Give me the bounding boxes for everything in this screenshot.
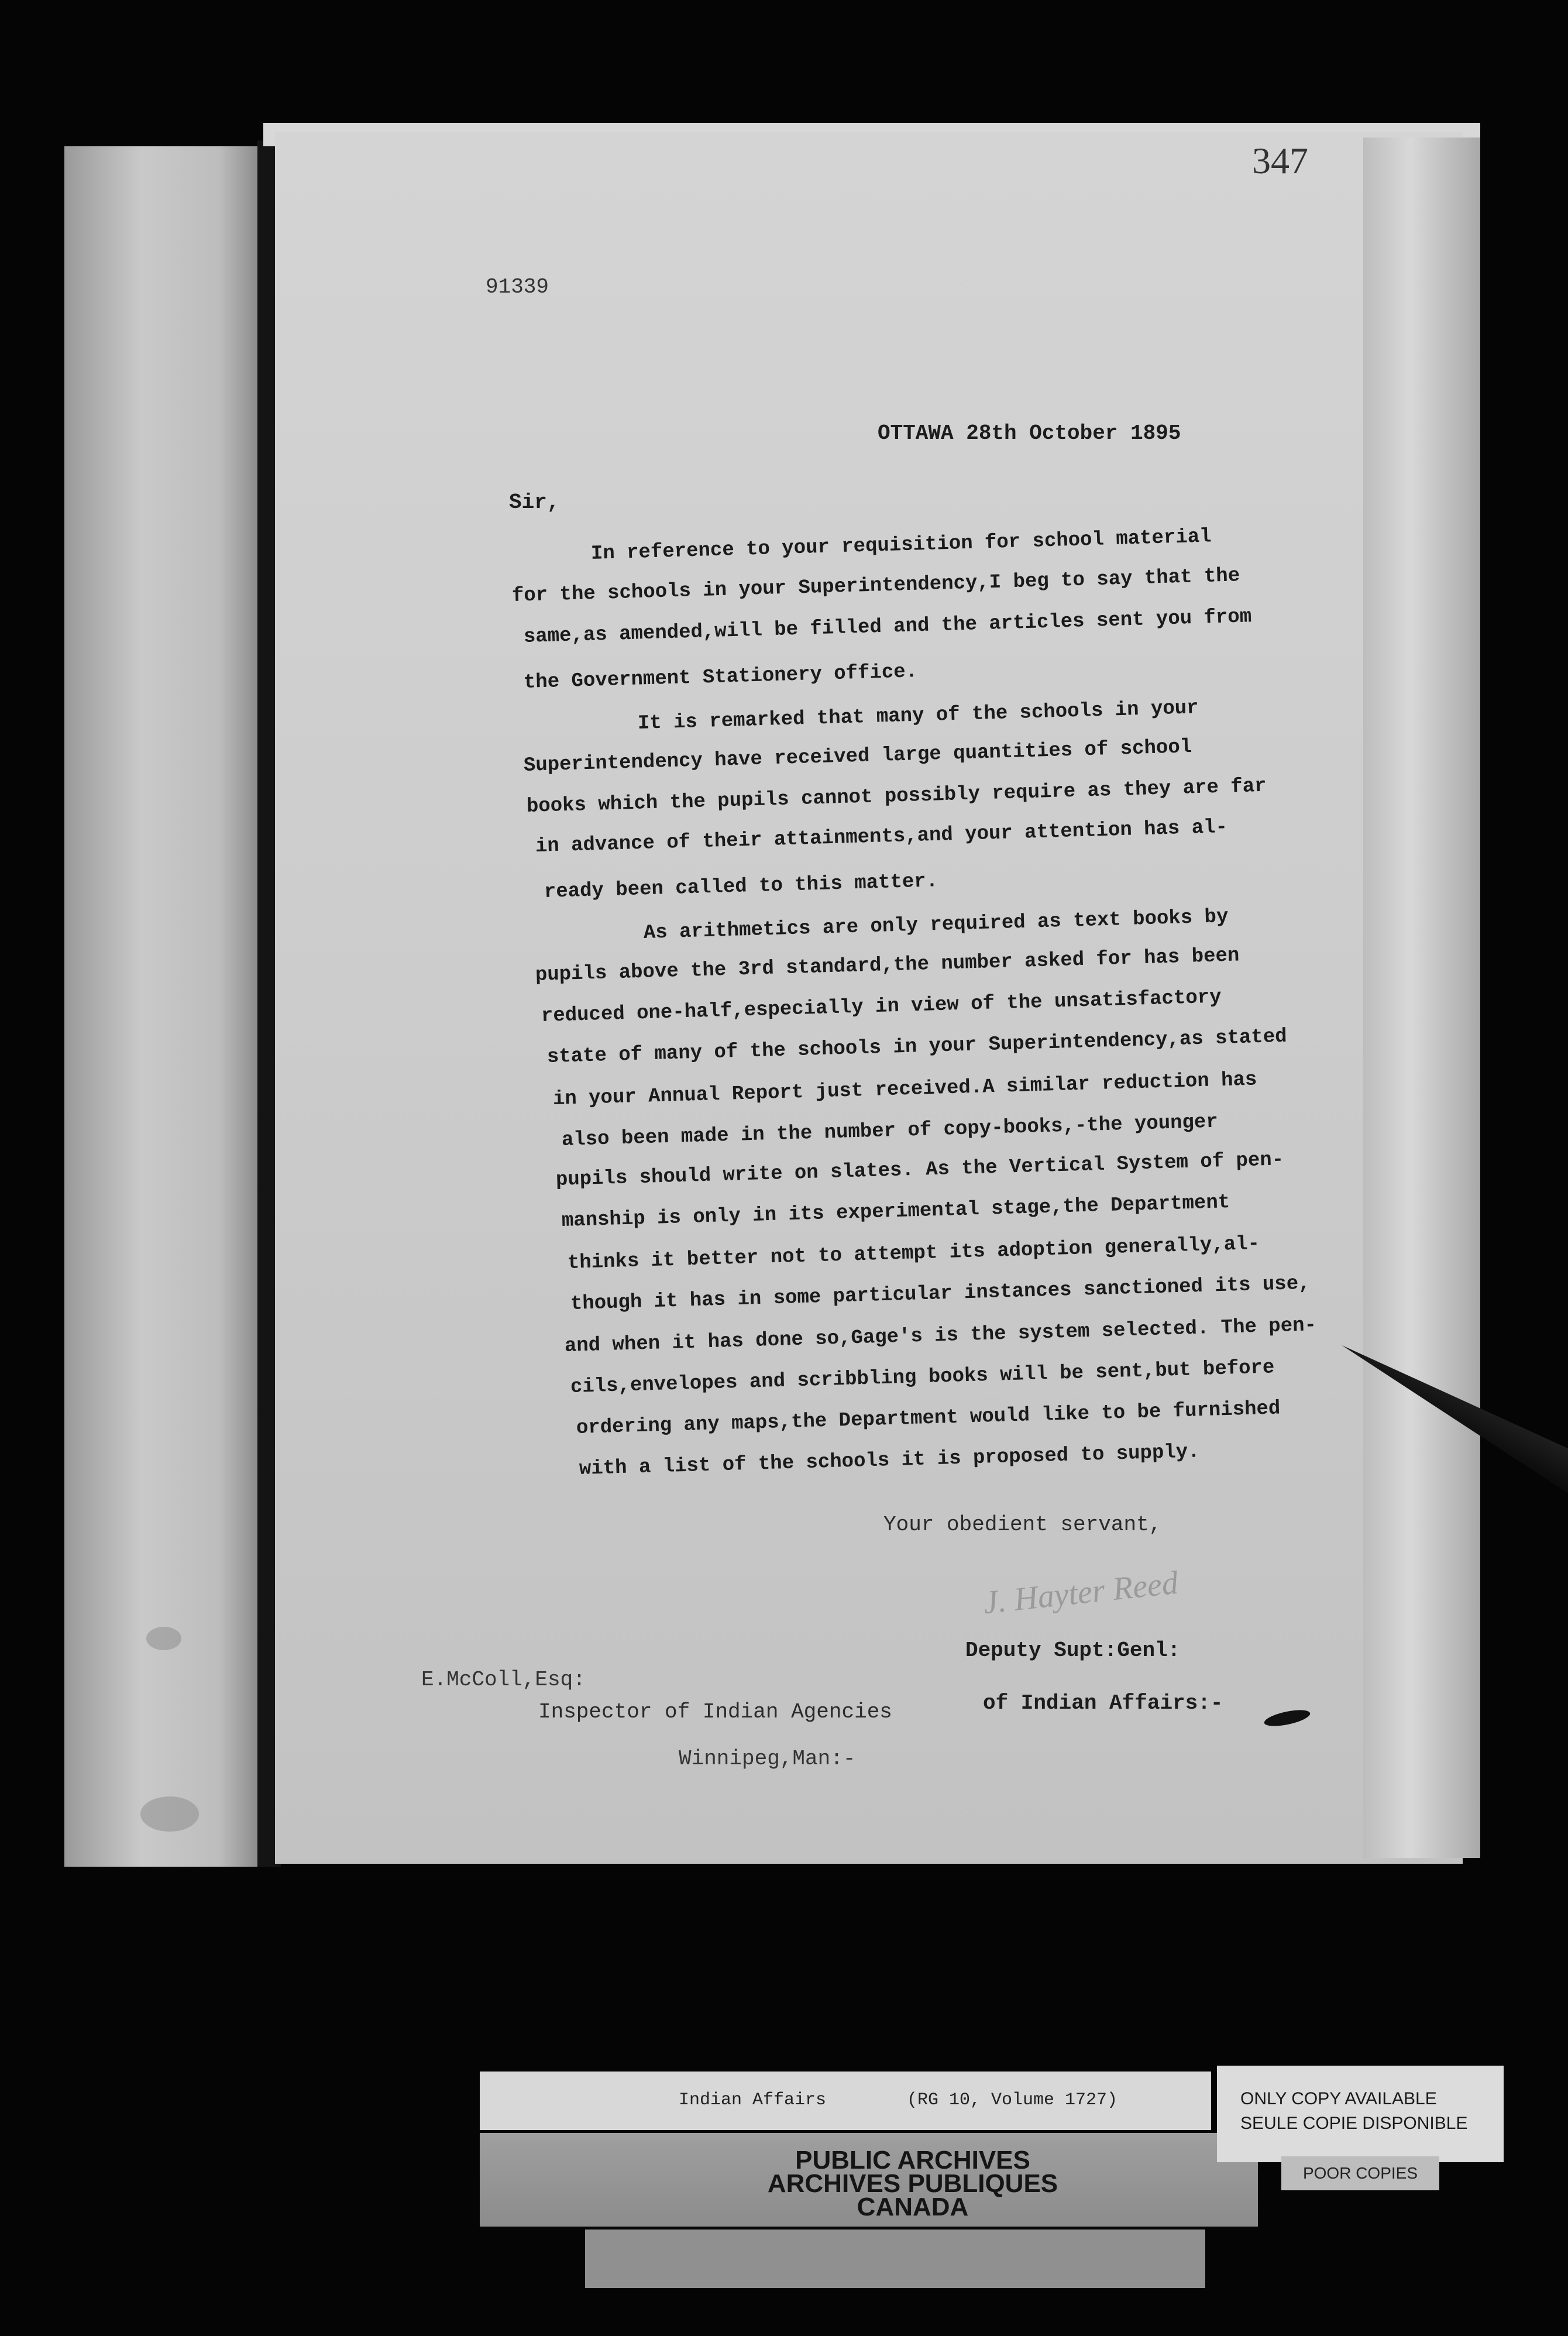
letter-body-line: state of many of the schools in your Superintendency,as stated [546, 1025, 1288, 1069]
letter-body-line: in advance of their attainments,and your attention has al- [535, 816, 1228, 858]
copy-note-fr: SEULE COPIE DISPONIBLE [1240, 2114, 1468, 2133]
letter-body-line: ready been called to this matter. [544, 870, 938, 904]
copy-note-en: ONLY COPY AVAILABLE [1240, 2089, 1437, 2108]
archive-line-1: PUBLIC ARCHIVES [795, 2146, 1030, 2174]
letter-body-line: with a list of the schools it is proposed to supply. [579, 1441, 1201, 1480]
series-label: Indian Affairs [679, 2090, 827, 2110]
handwritten-signature: J. Hayter Reed [981, 1564, 1180, 1622]
letter-body-line: same,as amended,will be filled and the articles sent you from [523, 606, 1252, 648]
signatory-department: of Indian Affairs:- [983, 1691, 1223, 1715]
page-number: 347 [1252, 140, 1308, 181]
facing-page [64, 146, 257, 1867]
letter-body-line: books which the pupils cannot possibly require as they are far [526, 775, 1267, 818]
archive-line-3: CANADA [857, 2193, 969, 2221]
closing: Your obedient servant, [883, 1513, 1162, 1537]
addressee-name: E.McColl,Esq: [421, 1668, 586, 1692]
addressee-place: Winnipeg,Man:- [679, 1747, 856, 1771]
letter-body-line: cils,envelopes and scribbling books will be sent,but before [570, 1356, 1275, 1399]
letter-body-line: Superintendency have received large quantities of school [523, 736, 1192, 777]
label-strip-top [480, 2072, 1211, 2130]
archive-line-2: ARCHIVES PUBLIQUES [767, 2169, 1058, 2198]
letter-body-line: ordering any maps,the Department would like to be furnished [576, 1397, 1281, 1440]
salutation: Sir, [509, 490, 560, 514]
letter-body-line: the Government Stationery office. [523, 661, 918, 694]
letter-body-line: for the schools in your Superintendency,I beg to say that the [511, 565, 1240, 607]
letter-body-line: thinks it better not to attempt its adoption generally,al- [567, 1232, 1260, 1275]
letter-body-line: manship is only in its experimental stage,the Department [561, 1191, 1230, 1232]
letter-body-line: though it has in some particular instances sanctioned its use, [570, 1272, 1311, 1315]
file-number: 91339 [486, 275, 549, 299]
addressee-title: Inspector of Indian Agencies [538, 1700, 892, 1724]
signatory-title: Deputy Supt:Genl: [965, 1638, 1181, 1662]
date-line: OTTAWA 28th October 1895 [878, 421, 1181, 445]
letter-body-line: pupils above the 3rd standard,the number asked for has been [535, 944, 1240, 987]
page-right-edge [1363, 138, 1480, 1858]
letter-body-line: As arithmetics are only required as text books by [643, 906, 1229, 944]
letter-body-line: reduced one-half,especially in view of the unsatisfactory [541, 986, 1222, 1028]
smudge-mark [140, 1796, 199, 1832]
letter-body-line: It is remarked that many of the schools in your [637, 697, 1199, 735]
label-strip-bottom [585, 2229, 1205, 2288]
smudge-mark [146, 1627, 181, 1650]
copy-availability-note [1217, 2066, 1504, 2162]
reference-label: (RG 10, Volume 1727) [907, 2090, 1118, 2110]
poor-copies-stamp: POOR COPIES [1281, 2156, 1439, 2190]
letter-body-line: pupils should write on slates. As the Vertical System of pen- [555, 1149, 1284, 1191]
letter-body-line: also been made in the number of copy-books,-the younger [561, 1111, 1219, 1152]
letter-body-line: and when it has done so,Gage's is the system selected. The pen- [564, 1314, 1317, 1358]
letter-body-line: in your Annual Report just received.A similar reduction has [552, 1069, 1257, 1111]
letter-body-line: In reference to your requisition for school material [590, 525, 1212, 565]
